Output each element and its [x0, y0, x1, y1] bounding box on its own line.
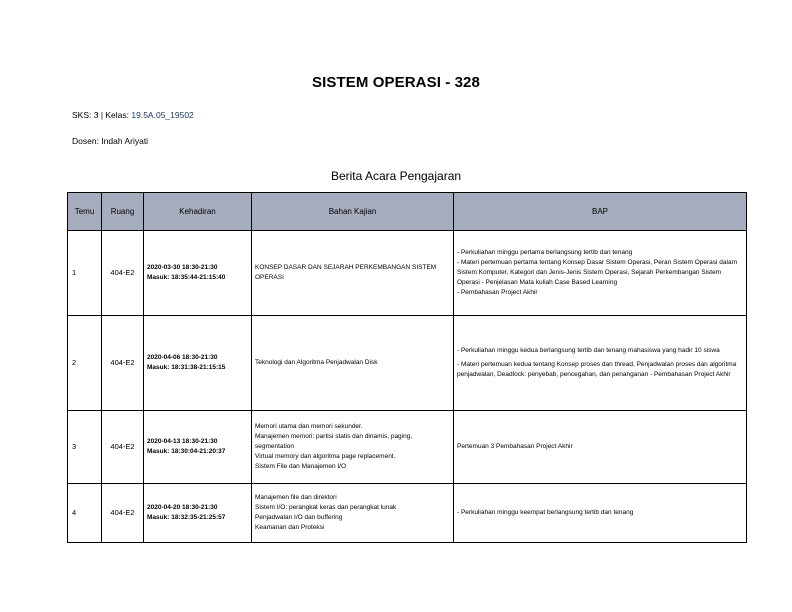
- dosen-line: Dosen: Indah Ariyati: [72, 136, 149, 146]
- bahan-line: Manajemen file dan direktori: [255, 493, 337, 501]
- kehadiran-masuk: Masuk: 18:31:38-21:15:15: [147, 364, 226, 371]
- cell-bap: [454, 231, 747, 316]
- bap-line: - Perkuliahan minggu kedua berlangsung tertib dan tenang mahasiswa yang hadir 10 siswa: [457, 346, 720, 354]
- cell-bahan-kajian: [252, 411, 454, 484]
- kehadiran-masuk: Masuk: 18:35:44-21:15:40: [147, 274, 226, 281]
- cell-temu: 1: [68, 231, 102, 316]
- cell-kehadiran: [144, 411, 252, 484]
- header-ruang: Ruang: [102, 193, 144, 231]
- bahan-line: Virtual memory dan algoritma page replacement.: [255, 453, 396, 461]
- sks-label: SKS: 3 | Kelas:: [72, 110, 132, 120]
- cell-bap: [454, 316, 747, 411]
- sks-kelas-line: [72, 110, 194, 120]
- course-title: SISTEM OPERASI - 328: [312, 74, 480, 91]
- cell-temu: 2: [68, 316, 102, 411]
- cell-kehadiran: [144, 231, 252, 316]
- bahan-line: Manajemen memori: partisi statis dan dinamis, paging, segmentation: [255, 432, 413, 450]
- bap-line: Pertemuan 3 Pembahasan Project Akhir: [457, 442, 573, 450]
- bahan-line: Sistem I/O: perangkat keras dan perangkat lunak: [255, 503, 397, 511]
- bap-section-title: Berita Acara Pengajaran: [330, 169, 462, 183]
- bap-line: - Materi pertemuan kedua tentang Konsep proses dan thread, Penjadwalan proses dan algoritma penjadwalan, Deadlock: penyebab, pencegahan, dan penanganan - Pembahasan Project Akhir: [457, 360, 737, 379]
- cell-kehadiran: [144, 484, 252, 543]
- bahan-line: Sistem File dan Manajemen I/O: [255, 463, 347, 471]
- cell-bap: [454, 484, 747, 543]
- cell-bahan-kajian: [252, 316, 454, 411]
- cell-ruang: 404-E2: [102, 484, 144, 543]
- kehadiran-masuk: Masuk: 18:32:35-21:25:57: [147, 514, 226, 521]
- kehadiran-masuk: Masuk: 18:30:04-21:20:37: [147, 448, 226, 455]
- header-bap: BAP: [454, 193, 747, 231]
- cell-bap: [454, 411, 747, 484]
- bahan-line: Penjadwalan I/O dan buffering: [255, 514, 343, 521]
- bap-table: [67, 192, 747, 543]
- cell-bahan-kajian: [252, 231, 454, 316]
- cell-ruang: 404-E2: [102, 411, 144, 484]
- table-row: [68, 484, 747, 543]
- table-header-row: [68, 193, 747, 231]
- kelas-value: 19.5A.05_19502: [131, 110, 194, 120]
- bap-line: - Pembahasan Project Akhir: [457, 289, 538, 297]
- cell-temu: 4: [68, 484, 102, 543]
- table-row: [68, 231, 747, 316]
- table-row: [68, 411, 747, 484]
- cell-ruang: 404-E2: [102, 316, 144, 411]
- kehadiran-jadwal: 2020-04-06 18:30-21:30: [147, 353, 218, 361]
- bap-line: - Perkuliahan minggu pertama berlangsung tertib dan tenang: [457, 248, 633, 256]
- bahan-line: Memori utama dan memori sekunder.: [255, 422, 363, 430]
- cell-kehadiran: [144, 316, 252, 411]
- kehadiran-jadwal: 2020-04-13 18:30-21:30: [147, 437, 218, 445]
- cell-ruang: 404-E2: [102, 231, 144, 316]
- table-row: [68, 316, 747, 411]
- bahan-line: Teknologi dan Algoritma Penjadwalan Disk: [255, 358, 378, 366]
- header-kehadiran: Kehadiran: [144, 193, 252, 231]
- cell-bahan-kajian: [252, 484, 454, 543]
- header-bahan-kajian: Bahan Kajian: [252, 193, 454, 231]
- header-temu: Temu: [68, 193, 102, 231]
- bahan-line: Keamanan dan Proteksi: [255, 524, 325, 532]
- kehadiran-jadwal: 2020-04-20 18:30-21:30: [147, 503, 218, 511]
- bap-line: - Materi pertemuan pertama tentang Konsep Dasar Sistem Operasi, Peran Sistem Operasi dalam Sistem Komputer, Kategori dan Jenis-Jenis Sistem Operasi, Sejarah Perkembangan Sistem Operasi - Penjelasan Mata kuliah Case Based Learning: [457, 258, 737, 287]
- bap-line: - Perkuliahan minggu keempat berlangsung tertib dan tenang: [457, 508, 634, 516]
- bahan-line: KONSEP DASAR DAN SEJARAH PERKEMBANGAN SISTEM OPERASI: [255, 263, 437, 281]
- cell-temu: 3: [68, 411, 102, 484]
- kehadiran-jadwal: 2020-03-30 18:30-21:30: [147, 263, 218, 271]
